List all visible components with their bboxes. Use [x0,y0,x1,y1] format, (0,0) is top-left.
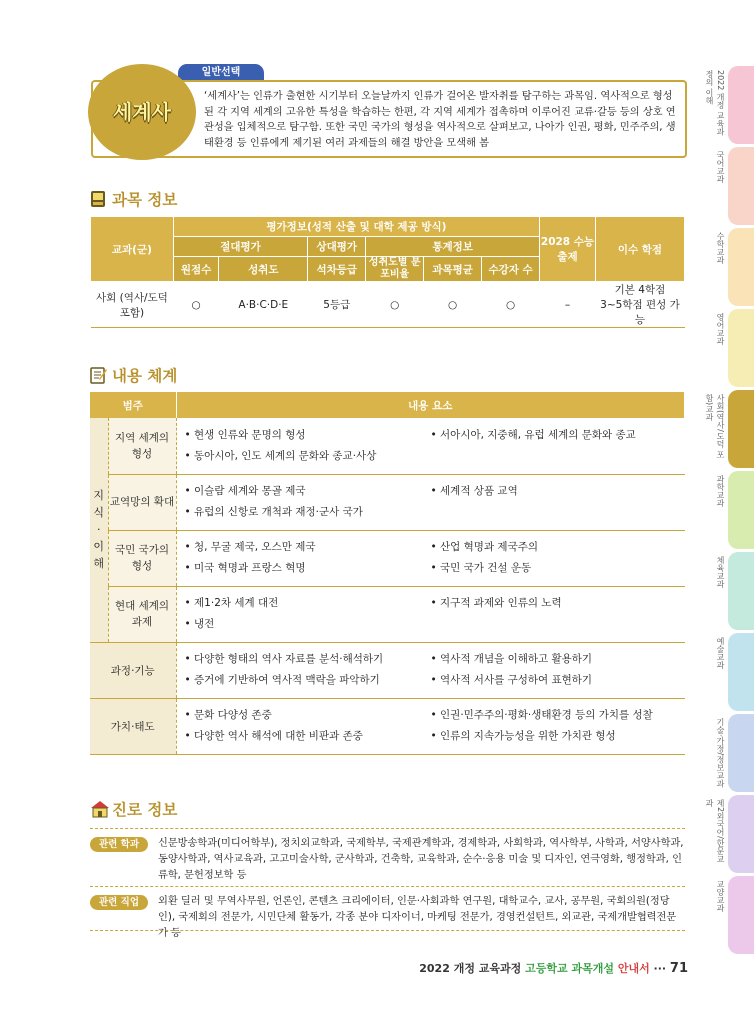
content-table [90,392,685,755]
subject-info-title: 과목 정보 [112,191,178,209]
side-tab-label: 사회(역사/도덕 포함)교과 [705,394,725,459]
col-eval: 평가정보(성적 산출 및 대학 제공 방식) [173,217,539,237]
career-title: 진로 정보 [112,801,178,819]
cell-raw: ○ [173,282,219,328]
col-dist: 성취도별 분포비율 [366,257,424,282]
book-icon [90,190,106,208]
page-number: 71 [669,961,688,976]
side-tab-label: 교양교과 [716,880,725,912]
side-tab[interactable] [728,66,754,144]
table-row [90,418,685,474]
table-row [90,474,685,530]
page-footer: 2022 개정 교육과정 고등학교 과목개설 안내서 ··· 71 [419,961,688,976]
divider [90,930,685,931]
cell-mean: ○ [424,282,482,328]
table-row [91,282,685,328]
side-tab[interactable] [728,147,754,225]
col-group: 교과(군) [91,217,174,282]
elements-cell: • 다양한 형태의 역사 자료를 분석·해석하기 • 역사적 개념을 이해하고 활용하기 • 증거에 기반하여 역사적 맥락을 파악하기 • 역사적 서사를 구성하여 표현하기 [176,642,685,698]
side-tab[interactable] [728,471,754,549]
table-row [90,586,685,642]
career-heading [90,798,177,820]
col-csat: 2028 수능 출제 [540,217,596,282]
elements-cell: • 청, 무굴 제국, 오스만 제국 • 산업 혁명과 제국주의 • 미국 혁명과 프랑스 혁명 • 국민 국가 건설 운동 [176,530,685,586]
table-row [90,530,685,586]
elements-cell: • 현생 인류와 문명의 형성 • 서아시아, 지중해, 유럽 세계의 문화와 종교 • 동아시아, 인도 세계의 문화와 종교·사상 [176,418,685,474]
side-tab-label: 국어교과 [716,151,725,183]
dept-text: 신문방송학과(미디어학부), 정치외교학과, 국제학부, 국제관계학과, 경제학과, 사회학과, 역사학부, 사학과, 서양사학과, 동양사학과, 역사교육과, 고고미술사학, 군사학과, 건축학, 교육학과, 순수·응용 미술 및 디자인, 연극영화, 행정학과, 인류학, 문헌정보학 등 [158,838,684,881]
elements-cell: • 이슬람 세계와 몽골 제국 • 세계적 상품 교역 • 유럽의 신항로 개척과 재정·군사 국가 [176,474,685,530]
side-tab-label: 제2외국어/한문교과 [705,799,725,863]
content-heading [90,364,177,386]
content-title: 내용 체계 [112,367,178,385]
col-rank: 석차등급 [308,257,366,282]
cell-credits: 기본 4학점 3~5학점 편성 가능 [595,282,684,328]
table-row [90,698,685,754]
side-tab[interactable] [728,795,754,873]
side-tab[interactable] [728,633,754,711]
col-achievement: 성취도 [219,257,308,282]
side-tab-label: 예술교과 [716,637,725,669]
sub-category: 교역망의 확대 [108,474,176,530]
col-absolute: 절대평가 [173,237,308,257]
cell-group: 사회 (역사/도덕 포함) [91,282,174,328]
side-tab[interactable] [728,714,754,792]
cell-achievement: A·B·C·D·E [219,282,308,328]
subject-type-tag: 일반선택 [178,64,264,82]
sub-category: 현대 세계의 과제 [108,586,176,642]
col-category: 범주 [90,392,176,418]
sub-category: 국민 국가의 형성 [108,530,176,586]
side-tab[interactable] [728,876,754,954]
col-relative: 상대평가 [308,237,366,257]
knowledge-label: 지 식 · 이 해 [90,418,108,642]
job-text: 외환 딜러 및 무역사무원, 언론인, 콘텐츠 크리에이터, 인문·사회과학 연구원, 대학교수, 교사, 공무원, 국회의원(정당인), 국제회의 전문가, 시민단체 활동가, 각종 분야 디자이너, 마케팅 전문가, 경영컨설턴트, 외교관, 국제개발협력전문가 등 [158,896,677,939]
cell-dist: ○ [366,282,424,328]
col-elements: 내용 요소 [176,392,685,418]
col-credits: 이수 학점 [595,217,684,282]
subject-title: 세계사 [113,100,171,124]
elements-cell: • 문화 다양성 존중 • 인권·민주주의·평화·생태환경 등의 가치를 성찰 • 다양한 역사 해석에 대한 비판과 존중 • 인류의 지속가능성을 위한 가치관 형성 [176,698,685,754]
sub-category: 지역 세계의 형성 [108,418,176,474]
cell-students: ○ [482,282,540,328]
side-tab-label: 과학교과 [716,475,725,507]
job-badge: 관련 직업 [90,895,148,910]
col-stats: 통계정보 [366,237,540,257]
cell-rank: 5등급 [308,282,366,328]
notepad-icon [90,366,106,384]
side-tab[interactable] [728,228,754,306]
value-label: 가치·태도 [90,698,176,754]
elements-cell: • 제1·2차 세계 대전 • 지구적 과제와 인류의 노력 • 냉전 [176,586,685,642]
col-raw: 원점수 [173,257,219,282]
related-jobs [90,894,685,942]
divider [90,886,685,887]
side-tab-label: 2022 개정 교육과정의 이해 [705,70,725,136]
related-departments [90,836,685,884]
dept-badge: 관련 학과 [90,837,148,852]
subject-intro: ‘세계사’는 인류가 출현한 시기부터 오늘날까지 인류가 걸어온 발자취를 탐구하는 과목임. 역사적으로 형성된 각 지역 세계의 고유한 특성을 학습하는 한편, 각 지역 세계가 접촉하며 이루어진 교류·갈등 등의 상호 연관성을 입체적으로 탐구함. 또한 국민 국가의 형성을 역사적으로 살펴보고, 나아가 인권, 평화, 민주주의, 생태환경 등 인류에게 제기된 여러 과제들의 해결 방안을 모색해 봄 [204,91,676,149]
cell-csat: – [540,282,596,328]
school-icon [90,800,106,818]
subject-info-table [90,216,685,328]
side-tab[interactable] [728,552,754,630]
side-tab[interactable] [728,309,754,387]
col-students: 수강자 수 [482,257,540,282]
subject-info-heading [90,188,177,210]
side-tab-label: 체육교과 [716,556,725,588]
side-tab-label: 수학교과 [716,232,725,264]
side-tab[interactable] [728,390,754,468]
table-row [90,642,685,698]
col-mean: 과목평균 [424,257,482,282]
side-tab-label: 기술·가정/정보교과 [716,718,725,788]
side-tab-label: 영어교과 [716,313,725,345]
divider [90,828,685,829]
process-label: 과정·기능 [90,642,176,698]
